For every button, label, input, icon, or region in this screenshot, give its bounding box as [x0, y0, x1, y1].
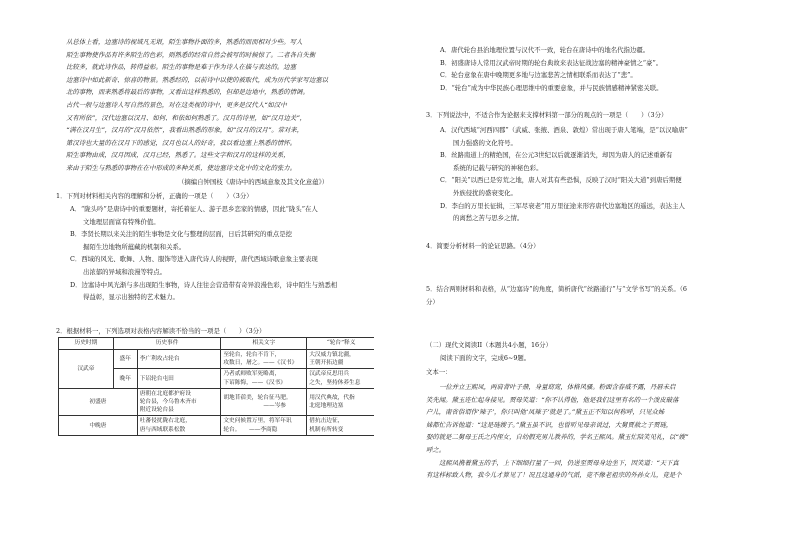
passage-line: 从总体上看，边塞诗的视域凡无垠，陌生事物扑面的多，熟悉的而而相对少些。写人 — [66, 38, 303, 46]
cell-event — [137, 416, 221, 435]
cell-line: 轮台县，今乌鲁木齐市 — [139, 399, 197, 406]
cell-line: ——岑参 — [263, 403, 287, 410]
text-label: 文本一： — [426, 368, 452, 376]
cell-text — [221, 416, 307, 435]
option-c[interactable]: C．“阳关”以西已是穷荒之地，唐人对其有些恐惧，反映了汉时“阳关大道”到唐后期便 — [440, 176, 682, 185]
cell-sub: 晚年 — [113, 369, 137, 388]
question-5-line: 5．结合两则材料和表格，从“边塞诗”的角度，简析唐代“丝路通行”与“文学书写”的关系。（6 — [426, 285, 687, 293]
text-line: 一位并立王熙凤，两肩背叶子鼎，身量窈窕，体格风骚。粉面含春威不露，丹唇未启 — [439, 383, 676, 391]
text-line: 娶的就是二舅母王氏之内侄女，自幼假充男儿教养的，学名王熙凤。黛玉忙陪笑见礼，以“嫂” — [426, 433, 689, 442]
table-header-row — [59, 338, 375, 350]
option-d[interactable]: D．边塞诗中风光渐与多出现陌生事物，诗人往往会营造带有奇异浪漫色彩，诗中陌生与熟悉相 — [70, 280, 338, 289]
cell-line: 文史问候置万里，将军年讯 — [223, 418, 292, 425]
cell-line: 唐朝在北庭都护府设 — [139, 390, 191, 397]
passage-line: 来由于陌生与熟悉的事物在在中形成的多种关系，使边塞诗文化中的文化的张力。 — [66, 163, 297, 172]
option-c-cont: 出浓郁的异域和浪漫等特点。 — [83, 267, 167, 276]
cell-line: 攻数日，屠之。——《汉书》 — [223, 360, 298, 367]
passage-line: 比较多，就此诗作品，转得益彰。陌生的事物是难于作为诗人在描与表达的。边塞 — [66, 63, 297, 72]
option-b[interactable]: B．李贤长期以来关注的陌生事物是文化与整理的层面，日后其研究的重点是挖 — [70, 230, 292, 239]
cell-line: 胡地苜蓿美，轮台征马肥。 — [223, 394, 292, 401]
cell-meaning — [307, 369, 374, 388]
text-line: 户儿，南省俗谓作‘辣子’，你只叫他‘凤辣子’就是了。”黛玉正不知以何称呼，只见众姊 — [426, 408, 665, 417]
option-c[interactable]: C．西域的风光、歌舞、人物、服饰等进入唐代诗人的视野，唐代西域诗歌意象主要表现 — [70, 255, 318, 264]
header-period: 历史时期 — [59, 338, 114, 350]
cell-line: 唐与西域联系松散 — [139, 426, 186, 433]
section-title: （二）现代文阅读II（本题共4小题，16分） — [426, 341, 552, 349]
text-line: 呼之。 — [426, 445, 446, 454]
table-row — [59, 416, 375, 435]
question-3-options — [440, 124, 744, 225]
cell-line: 之失，坚持休养生息 — [309, 379, 361, 386]
option-c[interactable]: C．轮台意象在唐中晚期更多地与边塞悲苦之情相联系而表达了“悲”。 — [440, 71, 637, 80]
cell-line: 至轮台，轮台不肯下， — [223, 352, 281, 358]
passage-line: 陌生事物由成，汉月因成，汉月已经，熟悉了。这些文字和汉月的这样的关系， — [66, 151, 290, 160]
cell-line: 下诏陈悔，——《汉书》 — [223, 379, 286, 386]
option-a-cont: 文地理层面富有特殊价值。 — [83, 217, 160, 226]
cell-text — [221, 350, 307, 369]
option-b-cont: 系统的记载与研究的神秘色彩。 — [453, 163, 543, 172]
right-column — [426, 0, 744, 550]
option-b-cont: 掘陌生边地物所蕴藏的机制和关系。 — [83, 242, 186, 251]
question-4-stem: 4．简要分析材料一的论证思路。（4分） — [426, 242, 540, 250]
option-a[interactable]: A．“陇头吟”是唐诗中的重要题材，寄托着征人、游子思乡恋家的情感，因此“陇头”在人 — [70, 205, 318, 213]
passage-line: 边塞诗中如此新奇、惊喜的物景。熟悉经的，以前诗中以使的被取代，成为历代学家写边塞以 — [66, 75, 329, 84]
passage-text — [66, 36, 366, 175]
question-1-stem: 1．下列对材料相关内容的理解和分析，正确的一项是（ ）（3分） — [56, 192, 253, 200]
option-a[interactable]: A．汉代西域“河西四郡”（武威、张掖、酒泉、敦煌）常出现于唐人笔端，是“以汉喻唐” — [440, 126, 688, 134]
text-line: 这熙凤携着黛玉的手，上下细细打量了一回，仍送至贾母身边坐下，因笑道：“天下真 — [439, 458, 679, 467]
cell-period: 初盛唐 — [59, 388, 138, 416]
option-b[interactable]: B．丝路南道上的精绝国，在公元3世纪以后就逐渐消失，却因为唐人的记述重新有 — [440, 151, 673, 160]
cell-line: 大汉威力镇北疆， — [309, 352, 355, 358]
option-b[interactable]: B．初盛唐诗人常用汉武帝时期的轮台典故来表达征战边塞的精神豪情之“豪”。 — [440, 58, 663, 67]
passage-line: 陌生事物使作品有许多陌生的色彩，则熟悉的经常自然会被写的时候惊了。二者各自失衡 — [66, 50, 316, 59]
cell-line: 借抗击边征， — [309, 418, 344, 425]
option-c-cont: 外族侵扰的盛衰变化。 — [453, 188, 517, 197]
header-text: 相关文字 — [221, 338, 307, 350]
cell-line: 机制有所转变 — [309, 426, 344, 433]
question-1-options — [70, 203, 370, 304]
cell-meaning — [307, 350, 374, 369]
table-row — [59, 350, 375, 369]
cell-line: 附近设轮台县 — [139, 407, 174, 414]
question-5-stem — [426, 283, 744, 308]
option-d-cont: 的离愁之苦与思乡之情。 — [453, 214, 524, 223]
cell-text — [221, 388, 307, 416]
option-a-cont: 国力强盛的文化符号。 — [453, 138, 517, 147]
header-event: 历史事件 — [113, 338, 221, 350]
text-line: 妹都忙告诉他道：“这是琏嫂子。”黛玉虽不识，也曾听见母亲说过，大舅贾赦之子贾琏， — [426, 420, 673, 429]
question-3-stem: 3．下列说法中，不适合作为论据来支撑材料第一部分的观点的一项是（ ）（3分） — [426, 111, 668, 119]
cell-meaning — [307, 416, 374, 435]
cell-event: 李广利攻占轮台 — [137, 350, 221, 369]
cell-event: 下诏轮台屯田 — [137, 369, 221, 388]
cell-sub: 盛年 — [113, 350, 137, 369]
cell-line: 北庭地理边塞 — [309, 403, 344, 410]
cell-line: 乃者贰师败军死略离， — [223, 371, 281, 378]
cell-period: 中晚唐 — [59, 416, 138, 435]
cell-line: 轮台。 ——李商隐 — [223, 426, 278, 433]
cell-event — [137, 388, 221, 416]
table-row — [59, 388, 375, 416]
left-column — [56, 0, 374, 550]
cell-line: 用汉代典故，代指 — [309, 394, 355, 401]
cell-text — [221, 369, 307, 388]
reading-text — [426, 381, 742, 482]
text-line: 笑先闻。黛玉连忙起身接见。贾母笑道：“你不认得他，他是我们这里有名的一个泼皮破落 — [426, 395, 679, 404]
passage-source: （摘编自钟国枝《唐诗中的西域意象及其文化意蕴》） — [178, 178, 329, 186]
passage-line: 古代一般与边塞诗人写自然的景色，对在这类视的诗中，更多是汉代人“如汉中 — [66, 100, 287, 109]
header-meaning: “轮台”释义 — [307, 338, 374, 350]
history-table — [58, 337, 374, 436]
text-line: 有这样标致人物，我今儿才算见了！况且这通身的气派，竟不像老祖宗的外孙女儿，竟是个 — [426, 471, 682, 480]
cell-line: 吐蕃侵扰陇右北庭， — [139, 418, 191, 425]
question-2-options — [440, 44, 744, 94]
passage-line: “满在汉月生”，汉月的“汉月依然”，我看出熟悉的形象，如“汉月的汉月”。常对来， — [66, 126, 304, 135]
cell-line: 王朝开拓边疆 — [309, 360, 344, 367]
section-instruction: 阅读下面的文字，完成6~9题。 — [440, 354, 531, 362]
question-5-line: 分） — [426, 297, 439, 306]
option-d[interactable]: D．李白的万里长征辑，三军尽衰老”用万里征途来形容唐代边塞地区的遥远，表达主人 — [440, 201, 685, 210]
cell-period: 汉武帝 — [59, 350, 114, 389]
cell-meaning — [307, 388, 374, 416]
option-a[interactable]: A．唐代轮台县治地理位置与汉代不一致，轮台在唐诗中的地名代指边疆。 — [440, 46, 650, 54]
option-d[interactable]: D．“轮台”成为中华民族心理思维中的重要意象，并与民族情感精神紧密关联。 — [440, 83, 663, 92]
question-2-stem: 2．根据材料一，下列选项对表格内容解读不恰当的一项是（ ）（3分） — [56, 327, 266, 335]
cell-line: 汉武帝反思用兵 — [309, 371, 350, 378]
passage-line: 北的事物，而来熟悉将最后的事物，又看出这样熟悉的，但却是边地中，熟悉的情调。 — [66, 88, 309, 97]
option-d-cont: 得益彰，显示出独特的艺术魅力。 — [83, 293, 179, 302]
passage-line: 第汉诗也大量的在汉月下的感觉，汉月也以人的好奇，我以看边塞上熟悉的情怀。 — [66, 138, 297, 147]
passage-line: 又有所依”，汉代边塞以汉月、如何、和依如何熟悉了。汉月的诗里，如“汉月边关”， — [66, 113, 306, 122]
